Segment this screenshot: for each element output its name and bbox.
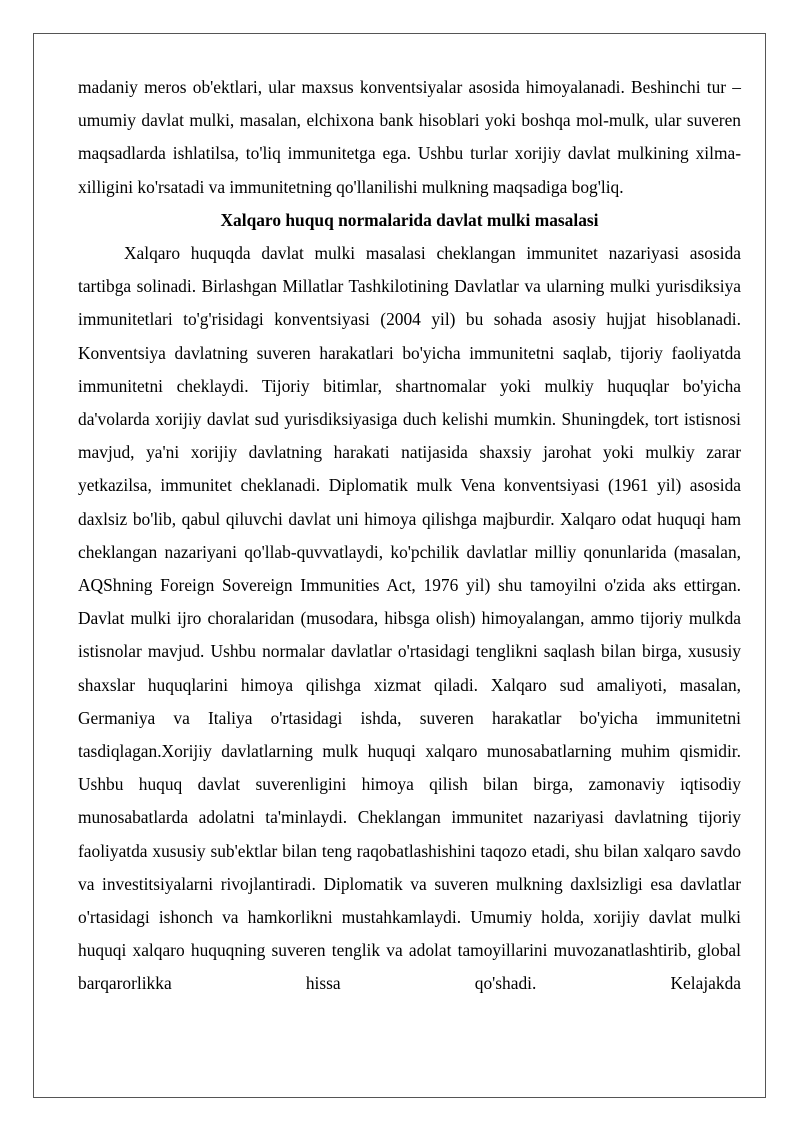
document-body: [78, 71, 741, 1001]
section-heading: Xalqaro huquq normalarida davlat mulki masalasi: [220, 209, 599, 230]
intro-paragraph: madaniy meros ob'ektlari, ular maxsus konventsiyalar asosida himoyalanadi. Beshinchi tur – umumiy davlat mulki, masalan, elchixona bank hisoblari yoki boshqa mol-mulk, ular suveren maqsadlarda ishlatilsa, to'liq immunitetga ega. Ushbu turlar xorijiy davlat mulkining xilma-xilligini ko'rsatadi va immunitetning qo'llanilishi mulkning maqsadiga bog'liq.: [78, 77, 741, 197]
main-paragraph: Xalqaro huquqda davlat mulki masalasi cheklangan immunitet nazariyasi asosida tartibga solinadi. Birlashgan Millatlar Tashkilotining Davlatlar va ularning mulki yurisdiksiya immunitetlari to'g'risidagi konventsiyasi (2004 yil) bu sohada asosiy hujjat hisoblanadi. Konventsiya davlatning suveren harakatlari bo'yicha immunitetni saqlab, tijoriy faoliyatda immunitetni cheklaydi. Tijoriy bitimlar, shartnomalar yoki mulkiy huquqlar bo'yicha da'volarda xorijiy davlat sud yurisdiksiyasiga duch kelishi mumkin. Shuningdek, tort istisnosi mavjud, ya'ni xorijiy davlatning harakati natijasida shaxsiy jarohat yoki mulkiy zarar yetkazilsa, immunitet cheklanadi. Diplomatik mulk Vena konventsiyasi (1961 yil) asosida daxlsiz bo'lib, qabul qiluvchi davlat uni himoya qilishga majburdir. Xalqaro odat huquqi ham cheklangan nazariyani qo'llab-quvvatlaydi, ko'pchilik davlatlar milliy qonunlarida (masalan, AQShning Foreign Sovereign Immunities Act, 1976 yil) shu tamoyilni o'zida aks ettirgan. Davlat mulki ijro choralaridan (musodara, hibsga olish) himoyalangan, ammo tijoriy mulkda istisnolar mavjud. Ushbu normalar davlatlar o'rtasidagi tenglikni saqlash bilan birga, xususiy shaxslar huquqlarini himoya qilishga xizmat qiladi. Xalqaro sud amaliyoti, masalan, Germaniya va Italiya o'rtasidagi ishda, suveren harakatlar bo'yicha immunitetni tasdiqlagan.Xorijiy davlatlarning mulk huquqi xalqaro munosabatlarning muhim qismidir. Ushbu huquq davlat suverenligini himoya qilish bilan birga, zamonaviy iqtisodiy munosabatlarda adolatni ta'minlaydi. Cheklangan immunitet nazariyasi davlatning tijoriy faoliyatda xususiy sub'ektlar bilan teng raqobatlashishini taqozo etadi, shu bilan xalqaro savdo va investitsiyalarni rivojlantiradi. Diplomatik va suveren mulkning daxlsizligi esa davlatlar o'rtasidagi ishonch va hamkorlikni mustahkamlaydi. Umumiy holda, xorijiy davlat mulki huquqi xalqaro huquqning suveren tenglik va adolat tamoyillarini muvozanatlashtirib, global barqarorlikka hissa qo'shadi. Kelajakda: [78, 243, 741, 994]
